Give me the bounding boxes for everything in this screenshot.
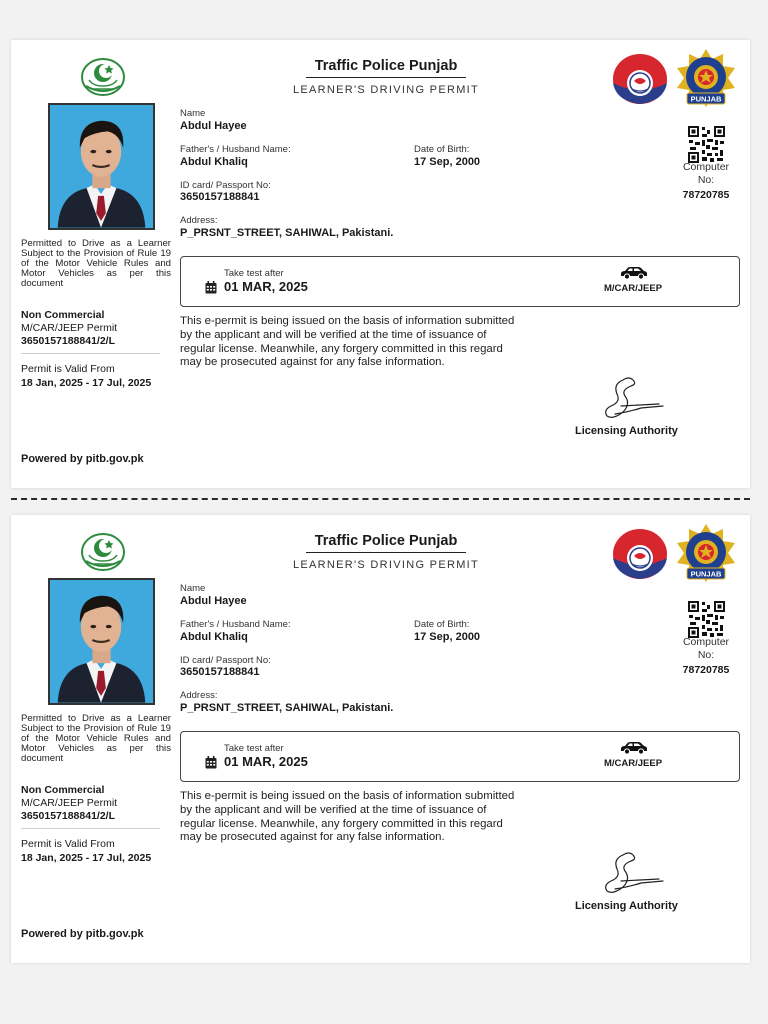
page-title: Traffic Police Punjab	[314, 533, 458, 549]
badge-text: PUNJAB	[690, 569, 722, 579]
id-value: 3650157188841	[180, 666, 260, 678]
powered-by: Powered by pitb.gov.pk	[21, 453, 144, 465]
page-subtitle: LEARNER'S DRIVING PERMIT	[292, 559, 480, 571]
powered-by: Powered by pitb.gov.pk	[21, 928, 144, 940]
title-underline	[306, 77, 466, 78]
applicant-photo	[48, 103, 155, 230]
licensing-authority: Licensing Authority	[575, 425, 678, 437]
permit-number: 3650157188841/2/L	[21, 810, 116, 822]
traffic-police-badge-icon	[675, 523, 737, 585]
person-portrait-icon	[50, 580, 153, 703]
test-label: Take test after	[224, 268, 284, 279]
name-value: Abdul Hayee	[180, 595, 247, 607]
computer-no-label: Computer No:	[682, 636, 730, 661]
test-date-box	[180, 256, 740, 307]
id-label: ID card/ Passport No:	[180, 655, 271, 666]
disclaimer-text: This e-permit is being issued on the basis of information submitted by the applicant and will be verified at the time of issuance of regular license. Meanwhile, any forgery committed in this regard may be prosecuted against for any false information.	[180, 790, 515, 844]
permit-card-2	[11, 515, 750, 963]
page-subtitle: LEARNER'S DRIVING PERMIT	[292, 84, 480, 96]
computer-no-value: 78720785	[682, 664, 730, 676]
rule-text: Permitted to Drive as a Learner Subject to the Provision of Rule 19 of the Motor Vehicle Rules and Motor Vehicles as per this document	[21, 713, 171, 764]
test-date-box	[180, 731, 740, 782]
disclaimer-text: This e-permit is being issued on the basis of information submitted by the applicant and will be verified at the time of issuance of regular license. Meanwhile, any forgery committed in this regard may be prosecuted against for any false information.	[180, 315, 515, 369]
name-label: Name	[180, 583, 206, 594]
dob-value: 17 Sep, 2000	[414, 156, 481, 168]
computer-no-value: 78720785	[682, 189, 730, 201]
left-divider	[21, 353, 160, 354]
dob-label: Date of Birth:	[414, 144, 470, 155]
vehicle-type: M/CAR/JEEP	[604, 283, 663, 294]
qr-code-icon	[688, 126, 725, 163]
address-value: P_PRSNT_STREET, SAHIWAL, Pakistani.	[180, 702, 394, 714]
vehicle-type: M/CAR/JEEP	[604, 758, 663, 769]
permit-type: M/CAR/JEEP Permit	[21, 797, 118, 809]
licensing-authority: Licensing Authority	[575, 900, 678, 912]
title-underline	[306, 552, 466, 553]
left-panel	[21, 515, 171, 963]
id-value: 3650157188841	[180, 191, 260, 203]
punjab-emblem-icon	[79, 56, 127, 98]
badge-text: PUNJAB	[690, 94, 722, 104]
rule-text: Permitted to Drive as a Learner Subject to the Provision of Rule 19 of the Motor Vehicle Rules and Motor Vehicles as per this document	[21, 238, 171, 289]
calendar-icon	[205, 756, 217, 769]
permit-class: Non Commercial	[21, 784, 105, 796]
father-value: Abdul Khaliq	[180, 156, 248, 168]
calendar-icon	[205, 281, 217, 294]
father-value: Abdul Khaliq	[180, 631, 248, 643]
left-divider	[21, 828, 160, 829]
father-label: Father's / Husband Name:	[180, 144, 291, 155]
signature-icon	[601, 376, 665, 422]
valid-range: 18 Jan, 2025 - 17 Jul, 2025	[21, 852, 152, 864]
test-date: 01 MAR, 2025	[224, 279, 308, 294]
punjab-police-logo-icon	[612, 53, 668, 105]
qr-code-icon	[688, 601, 725, 638]
permit-number: 3650157188841/2/L	[21, 335, 116, 347]
test-label: Take test after	[224, 743, 284, 754]
id-label: ID card/ Passport No:	[180, 180, 271, 191]
car-icon	[619, 266, 649, 280]
address-value: P_PRSNT_STREET, SAHIWAL, Pakistani.	[180, 227, 394, 239]
punjab-emblem-icon	[79, 531, 127, 573]
car-icon	[619, 741, 649, 755]
person-portrait-icon	[50, 105, 153, 228]
valid-label: Permit is Valid From	[21, 363, 115, 375]
dob-label: Date of Birth:	[414, 619, 470, 630]
permit-type: M/CAR/JEEP Permit	[21, 322, 118, 334]
cut-line	[11, 498, 750, 500]
test-date: 01 MAR, 2025	[224, 754, 308, 769]
page-title: Traffic Police Punjab	[314, 58, 458, 74]
left-panel	[21, 40, 171, 488]
valid-label: Permit is Valid From	[21, 838, 115, 850]
address-label: Address:	[180, 215, 218, 226]
traffic-police-badge-icon	[675, 48, 737, 110]
applicant-photo	[48, 578, 155, 705]
computer-no-label: Computer No:	[682, 161, 730, 186]
name-label: Name	[180, 108, 206, 119]
father-label: Father's / Husband Name:	[180, 619, 291, 630]
address-label: Address:	[180, 690, 218, 701]
signature-icon	[601, 851, 665, 897]
permit-class: Non Commercial	[21, 309, 105, 321]
punjab-police-logo-icon	[612, 528, 668, 580]
permit-card-1	[11, 40, 750, 488]
dob-value: 17 Sep, 2000	[414, 631, 481, 643]
valid-range: 18 Jan, 2025 - 17 Jul, 2025	[21, 377, 152, 389]
name-value: Abdul Hayee	[180, 120, 247, 132]
